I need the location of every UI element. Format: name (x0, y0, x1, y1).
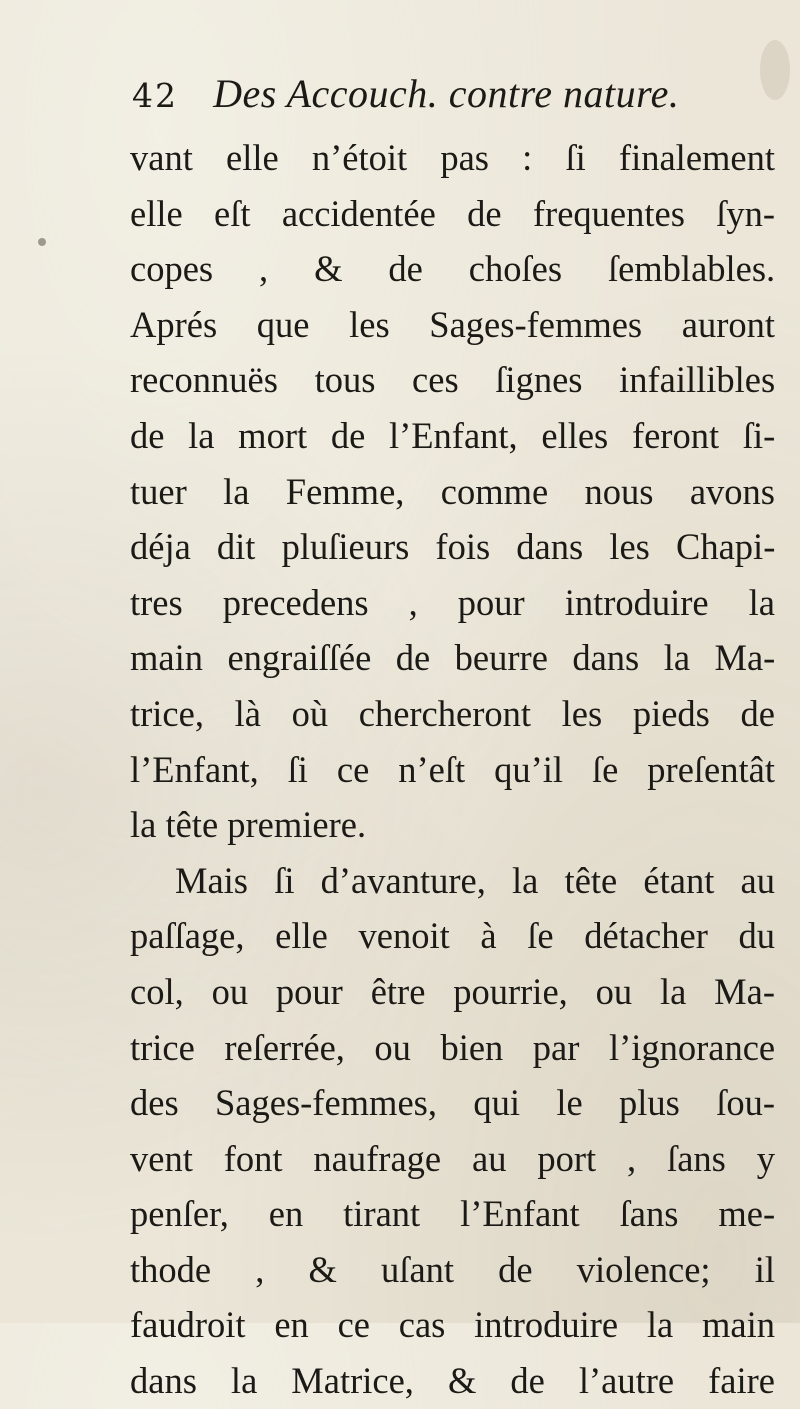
text-line: trice reſerrée, ou bien par l’ignorance (130, 1026, 776, 1068)
text-line: déja dit pluſieurs fois dans les Chapi- (130, 526, 776, 568)
body-text (130, 130, 775, 1409)
running-title: Des Accouch. contre nature. (213, 71, 680, 116)
page-header (132, 70, 772, 130)
text-line: des Sages-femmes, qui le plus ſou- (130, 1082, 775, 1124)
text-line: vant elle n’étoit pas : ſi finalement (130, 137, 775, 178)
text-line: de la mort de l’Enfant, elles feront ſi- (130, 414, 776, 456)
text-line: tres precedens , pour introduire la (130, 581, 775, 623)
text-line: col, ou pour être pourrie, ou la Ma- (130, 970, 775, 1012)
text-line: trice, là où chercheront les pieds de (130, 692, 775, 734)
text-line: elle eſt accidentée de frequentes ſyn- (130, 192, 776, 234)
text-line: thode , & uſant de violence; il (130, 1248, 775, 1290)
text-line: reconnuës tous ces ſignes infaillibles (130, 359, 776, 401)
text-line: l’Enfant, ſi ce n’eſt qu’il ſe preſentât (130, 748, 775, 790)
text-line: vent font naufrage au port , ſans y (130, 1137, 775, 1179)
text-line: main engraiſſée de beurre dans la Ma- (130, 637, 776, 679)
text-line: tuer la Femme, comme nous avons (130, 470, 775, 512)
page-number: 42 (132, 76, 178, 115)
ink-spot (38, 238, 46, 246)
text-line: dans la Matrice, & de l’autre faire (130, 1360, 775, 1402)
text-line: penſer, en tirant l’Enfant ſans me- (130, 1193, 776, 1235)
text-line: Mais ſi d’avanture, la tête étant au (175, 859, 775, 901)
text-line: paſſage, elle venoit à ſe détacher du (130, 915, 775, 957)
text-line: copes , & de choſes ſemblables. (130, 248, 776, 290)
text-line: faudroit en ce cas introduire la main (130, 1304, 776, 1346)
text-line: Aprés que les Sages-femmes auront (130, 303, 776, 345)
text-line: la tête premiere. (130, 804, 367, 846)
